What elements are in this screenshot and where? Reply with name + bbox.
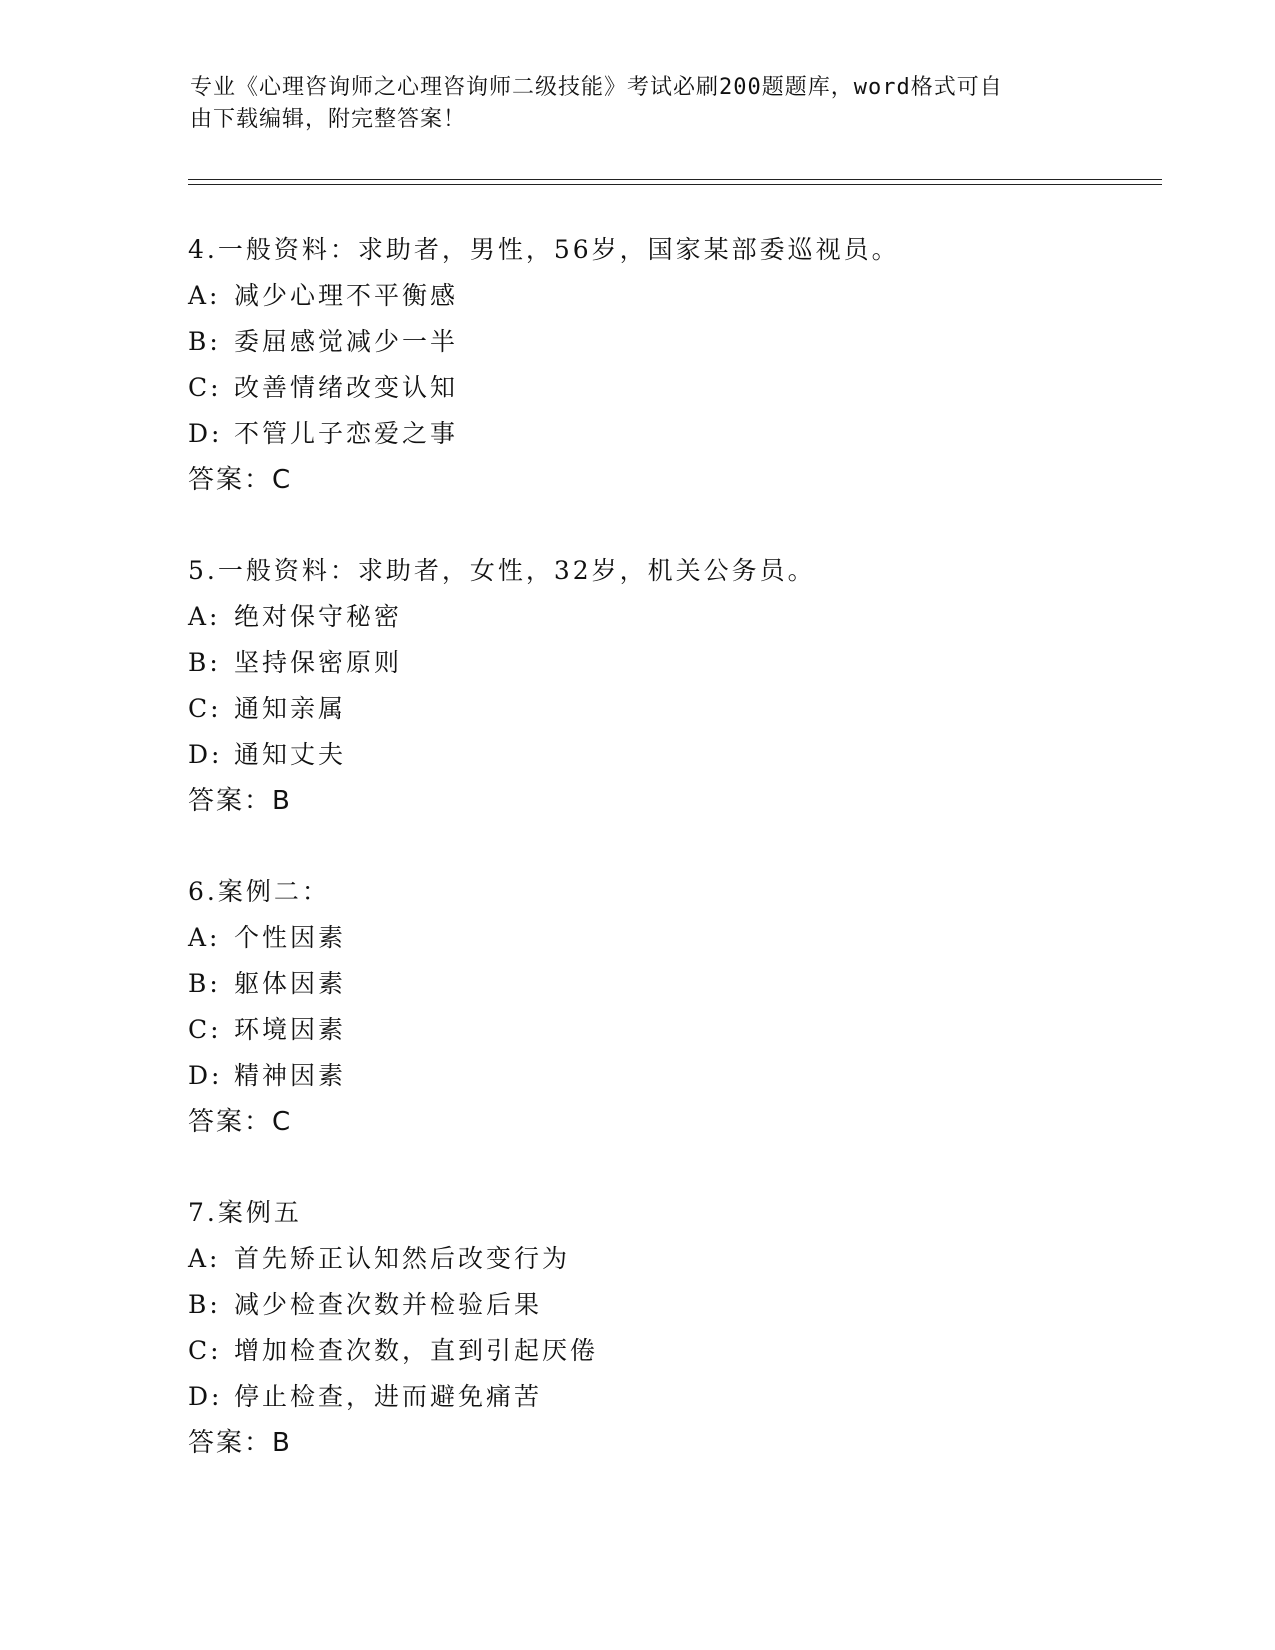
- header-line-1: 专业《心理咨询师之心理咨询师二级技能》考试必刷200题题库，word格式可自: [190, 75, 1003, 100]
- option-text: 个性因素: [234, 923, 347, 952]
- option-c: [188, 365, 1148, 411]
- option-b: [188, 961, 1148, 1007]
- question-block-4: [188, 227, 1148, 503]
- answer-text: 答案：C: [188, 465, 293, 495]
- option-letter: A:: [188, 281, 221, 310]
- document-header: [190, 72, 1090, 136]
- option-text: 增加检查次数，直到引起厌倦: [234, 1336, 599, 1365]
- question-title: 4.一般资料：求助者，男性，56岁，国家某部委巡视员。: [188, 235, 900, 264]
- option-letter: C:: [188, 373, 222, 402]
- option-a: [188, 915, 1148, 961]
- option-text: 首先矫正认知然后改变行为: [234, 1244, 571, 1273]
- option-d: [188, 411, 1148, 457]
- question-block-7: [188, 1190, 1148, 1466]
- option-letter: D:: [188, 1061, 223, 1090]
- option-b: [188, 319, 1148, 365]
- option-text: 委屈感觉减少一半: [234, 327, 459, 356]
- option-text: 通知亲属: [234, 694, 347, 723]
- option-text: 减少检查次数并检验后果: [234, 1290, 543, 1319]
- option-text: 改善情绪改变认知: [234, 373, 459, 402]
- option-text: 精神因素: [234, 1061, 347, 1090]
- option-b: [188, 640, 1148, 686]
- option-text: 通知丈夫: [234, 740, 347, 769]
- option-letter: D:: [188, 419, 223, 448]
- option-a: [188, 1236, 1148, 1282]
- header-line-2: 由下载编辑，附完整答案！: [190, 107, 467, 132]
- option-letter: B:: [188, 648, 221, 677]
- option-letter: A:: [188, 923, 221, 952]
- option-text: 绝对保守秘密: [234, 602, 403, 631]
- option-letter: C:: [188, 1015, 222, 1044]
- option-d: [188, 1053, 1148, 1099]
- question-title: 7.案例五: [188, 1198, 302, 1227]
- option-letter: C:: [188, 694, 222, 723]
- option-text: 环境因素: [234, 1015, 347, 1044]
- option-letter: D:: [188, 740, 223, 769]
- option-c: [188, 686, 1148, 732]
- option-text: 不管儿子恋爱之事: [234, 419, 459, 448]
- option-text: 坚持保密原则: [234, 648, 403, 677]
- option-letter: D:: [188, 1382, 223, 1411]
- option-letter: A:: [188, 1244, 221, 1273]
- option-text: 躯体因素: [234, 969, 347, 998]
- option-c: [188, 1328, 1148, 1374]
- option-d: [188, 1374, 1148, 1420]
- answer-text: 答案：C: [188, 1107, 293, 1137]
- question-block-5: [188, 548, 1148, 824]
- option-a: [188, 273, 1148, 319]
- option-d: [188, 732, 1148, 778]
- option-letter: B:: [188, 969, 221, 998]
- option-a: [188, 594, 1148, 640]
- answer-text: 答案：B: [188, 786, 292, 816]
- question-title: 5.一般资料：求助者，女性，32岁，机关公务员。: [188, 556, 816, 585]
- option-letter: C:: [188, 1336, 222, 1365]
- option-b: [188, 1282, 1148, 1328]
- option-letter: B:: [188, 327, 221, 356]
- header-divider-top: [188, 179, 1162, 180]
- header-divider-bottom: [188, 184, 1162, 185]
- question-title: 6.案例二：: [188, 877, 330, 906]
- answer-text: 答案：B: [188, 1428, 292, 1458]
- option-text: 停止检查，进而避免痛苦: [234, 1382, 543, 1411]
- option-letter: B:: [188, 1290, 221, 1319]
- option-text: 减少心理不平衡感: [234, 281, 459, 310]
- option-letter: A:: [188, 602, 221, 631]
- option-c: [188, 1007, 1148, 1053]
- question-block-6: [188, 869, 1148, 1145]
